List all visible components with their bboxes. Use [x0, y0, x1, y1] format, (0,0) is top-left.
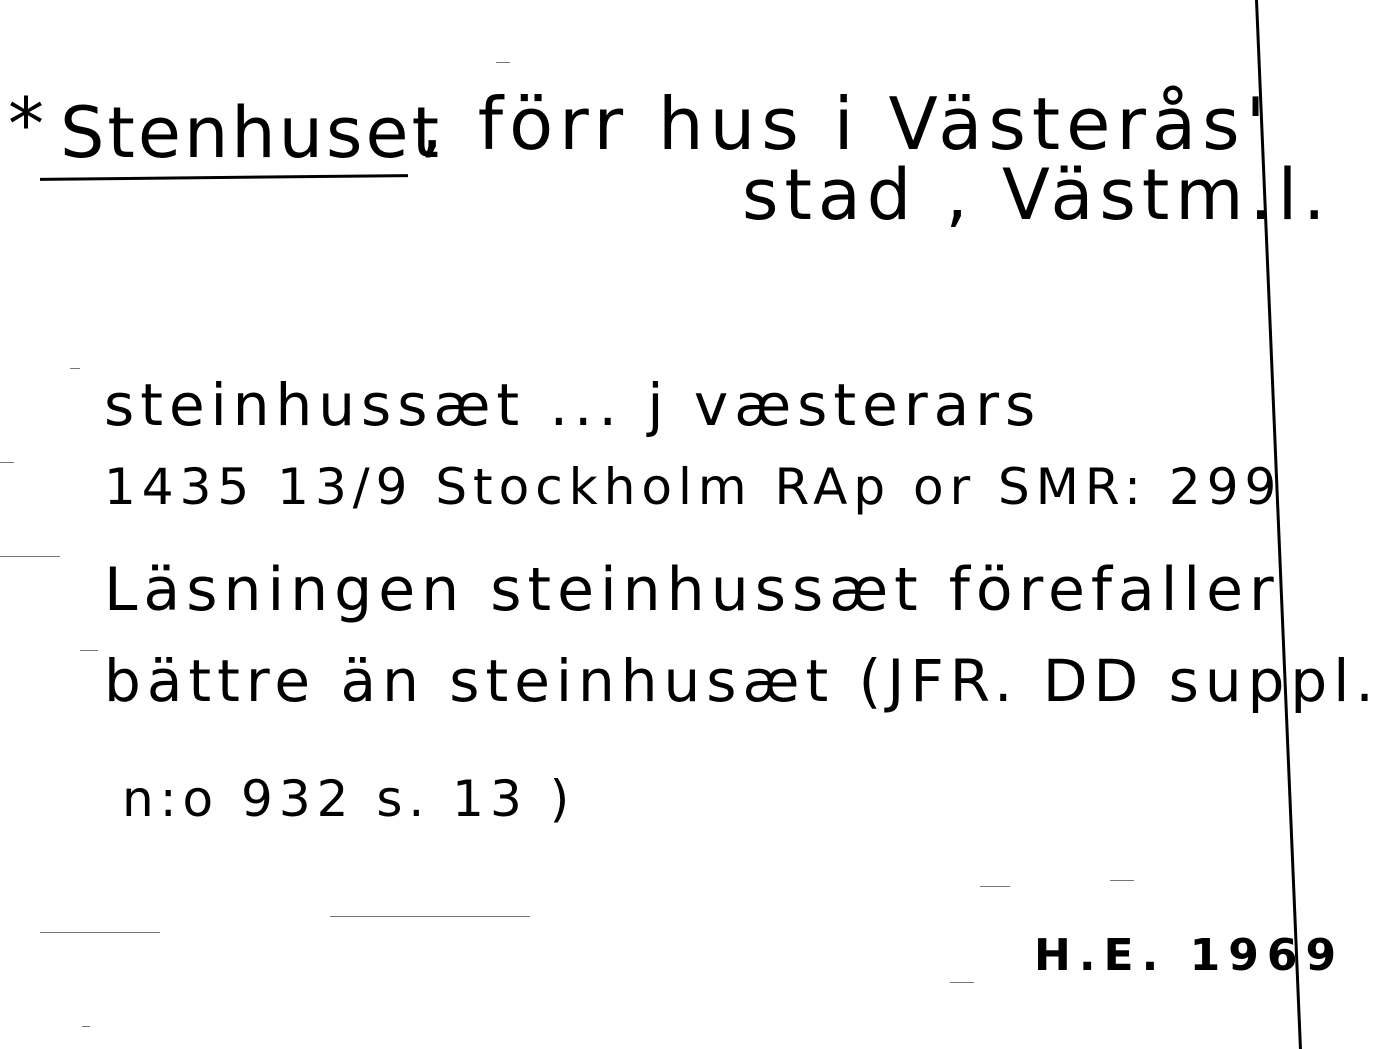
scan-speck: [330, 916, 530, 917]
scan-speck: [496, 62, 510, 63]
headword-underline: [40, 174, 408, 181]
note-line-1: Läsningen steinhussæt förefaller: [104, 555, 1280, 625]
scan-speck: [950, 982, 974, 983]
scan-speck: [82, 1026, 90, 1027]
signature-date: H.E. 1969: [1034, 930, 1345, 981]
scan-speck: [40, 932, 160, 933]
source-reference-line: 1435 13/9 Stockholm RAp or SMR: 299: [104, 458, 1283, 516]
note-line-2: bättre än steinhusæt (JFR. DD suppl.: [104, 647, 1380, 715]
scan-speck: [1110, 880, 1134, 881]
scan-speck: [70, 368, 80, 369]
source-form-line: steinhussæt ... j væsterars: [104, 371, 1042, 439]
scan-speck: [980, 886, 1010, 887]
scan-speck: [0, 462, 14, 463]
title-description: , förr hus i Västerås': [420, 82, 1272, 166]
asterisk-mark: *: [8, 82, 46, 166]
scan-speck: [80, 650, 98, 651]
headword: Stenhuset: [60, 92, 443, 174]
scan-speck: [0, 556, 60, 557]
title-description-line2: stad , Västm.l.: [742, 154, 1332, 236]
note-line-3: n:o 932 s. 13 ): [122, 770, 576, 828]
